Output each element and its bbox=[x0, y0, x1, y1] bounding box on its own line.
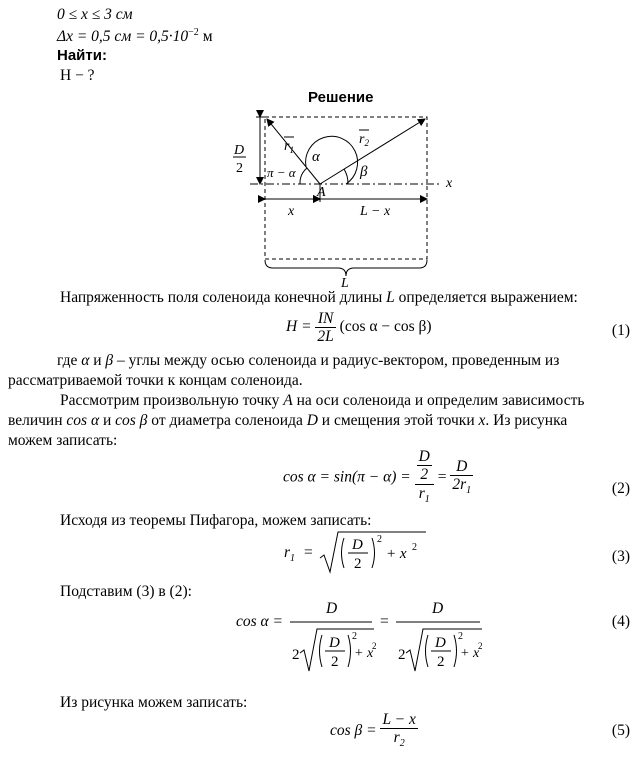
given-range: 0 ≤ x ≤ 3 см bbox=[57, 6, 133, 23]
equation-1: H = $\frac{IN}{2L}$ (cos α − cos β) bbox=[286, 310, 432, 345]
label-r2: $r_2$ bbox=[359, 132, 369, 148]
eq1-number: (1) bbox=[611, 322, 630, 339]
eq2-fraction-2: $\frac{D}{2r_1}$ bbox=[452, 457, 472, 496]
svg-text:2: 2 bbox=[377, 534, 382, 545]
label-pi-minus-alpha: π − α bbox=[267, 165, 296, 180]
svg-text:2: 2 bbox=[458, 631, 463, 642]
svg-text:D: D bbox=[329, 635, 340, 651]
solenoid-figure bbox=[228, 110, 458, 288]
svg-text:2: 2 bbox=[331, 654, 339, 670]
svg-text:2: 2 bbox=[352, 631, 357, 642]
eq2-fraction-1: $\frac{\frac{D}{2}}{r_1}$ bbox=[415, 448, 434, 508]
svg-text:2: 2 bbox=[437, 654, 445, 670]
svg-text:2: 2 bbox=[292, 647, 300, 663]
find-value: H − ? bbox=[60, 67, 95, 84]
svg-text:+ x: + x bbox=[460, 646, 480, 661]
svg-text:D: D bbox=[352, 537, 363, 553]
label-axis-x: x bbox=[446, 176, 453, 191]
eq3-sqrt bbox=[318, 530, 428, 576]
label-point-a: A bbox=[317, 185, 326, 200]
label-seg-l-minus-x: L − x bbox=[360, 204, 391, 219]
solution-title: Решение bbox=[308, 89, 374, 106]
svg-text:+ x: + x bbox=[354, 646, 374, 661]
svg-text:2: 2 bbox=[372, 641, 377, 651]
label-length-l: L bbox=[341, 276, 349, 288]
paragraph-1: Напряженность поля соленоида конечной длины L определяется выражением: bbox=[60, 289, 578, 306]
svg-text:2: 2 bbox=[412, 542, 417, 553]
vector-r2 bbox=[320, 119, 425, 184]
svg-text:+ x: + x bbox=[386, 546, 407, 562]
eq5-number: (5) bbox=[611, 722, 630, 739]
svg-text:2: 2 bbox=[398, 647, 406, 663]
arc-beta bbox=[344, 169, 348, 184]
paragraph-2-line2: рассматриваемой точки к концам соленоида. bbox=[8, 372, 303, 389]
eq2-number: (2) bbox=[611, 480, 630, 497]
label-r1: $r_1$ bbox=[284, 139, 294, 155]
svg-text:2: 2 bbox=[478, 641, 483, 651]
paragraph-3-line3: можем записать: bbox=[8, 432, 118, 449]
equation-2: cos α = sin(π − α) = $\frac{\frac{D}{2}}{r_1}$ = $\frac{D}{2r_1}$ bbox=[283, 448, 473, 508]
eq1-fraction: $\frac{IN}{2L}$ bbox=[317, 310, 334, 345]
eq5-fraction: $\frac{L - x}{r_2}$ bbox=[382, 711, 416, 750]
eq3-number: (3) bbox=[611, 548, 630, 565]
eq4-number: (4) bbox=[611, 613, 630, 630]
length-brace bbox=[265, 260, 427, 276]
equation-4: cos α = D = D 2 D 2 2 + x 2 2 D 2 2 + x 2 bbox=[234, 597, 504, 677]
paragraph-5: Подставим (3) в (2): bbox=[60, 583, 192, 600]
paragraph-4: Исходя из теоремы Пифагора, можем записать: bbox=[60, 512, 372, 529]
paragraph-2-line1: где α и β – углы между осью соленоида и радиус-вектором, проведенным из bbox=[57, 352, 560, 369]
label-beta: β bbox=[360, 164, 368, 180]
label-two: 2 bbox=[236, 161, 243, 176]
equation-5: cos β = $\frac{L - x}{r_2}$ bbox=[330, 711, 418, 752]
paragraph-3-line1: Рассмотрим произвольную точку A на оси соленоида и определим зависимость bbox=[60, 392, 585, 409]
label-alpha: α bbox=[312, 149, 320, 165]
svg-text:D: D bbox=[435, 635, 446, 651]
label-seg-x: x bbox=[288, 204, 295, 219]
arc-pi-minus-alpha bbox=[300, 168, 307, 184]
svg-text:2: 2 bbox=[354, 556, 362, 572]
eq4-denominators bbox=[290, 621, 504, 677]
given-delta: Δx = 0,5 см = $0,5\cdot 10^{-2}$ м bbox=[57, 27, 213, 46]
find-label: Найти: bbox=[57, 47, 107, 64]
label-d: D bbox=[234, 143, 245, 158]
paragraph-6: Из рисунка можем записать: bbox=[60, 694, 248, 711]
paragraph-3-line2: величин cos α и cos β от диаметра соленоида D и смещения этой точки x. Из рисунка bbox=[8, 412, 568, 429]
